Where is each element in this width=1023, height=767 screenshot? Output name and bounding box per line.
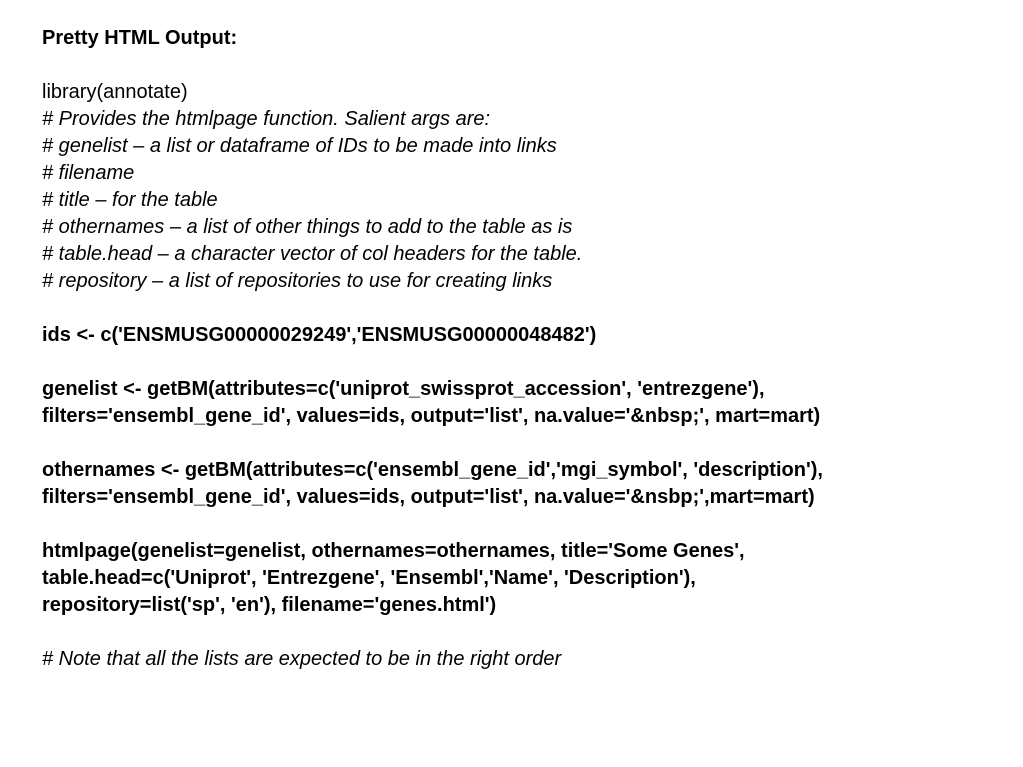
ids-line: ids <- c('ENSMUSG00000029249','ENSMUSG00000048482')	[42, 324, 597, 346]
comment-line: # filename	[42, 162, 135, 184]
comment-line: # title – for the table	[42, 189, 218, 211]
spacer	[42, 349, 1002, 376]
genelist-line: genelist <- getBM(attributes=c('uniprot_swissprot_accession', 'entrezgene'),	[42, 378, 765, 400]
spacer	[42, 511, 1002, 538]
slide-title: Pretty HTML Output:	[42, 27, 238, 49]
htmlpage-line: repository=list('sp', 'en'), filename='genes.html')	[42, 594, 497, 616]
spacer	[42, 52, 1002, 79]
library-line: library(annotate)	[42, 81, 188, 103]
spacer	[42, 619, 1002, 646]
comment-line: # table.head – a character vector of col headers for the table.	[42, 243, 583, 265]
spacer	[42, 295, 1002, 322]
htmlpage-line: htmlpage(genelist=genelist, othernames=othernames, title='Some Genes',	[42, 540, 745, 562]
slide-content	[42, 25, 1002, 673]
comment-line: # Provides the htmlpage function. Salient args are:	[42, 108, 491, 130]
note-line: # Note that all the lists are expected to be in the right order	[42, 648, 562, 670]
comment-line: # repository – a list of repositories to use for creating links	[42, 270, 553, 292]
comment-line: # othernames – a list of other things to add to the table as is	[42, 216, 573, 238]
comment-line: # genelist – a list or dataframe of IDs to be made into links	[42, 135, 557, 157]
othernames-line: othernames <- getBM(attributes=c('ensembl_gene_id','mgi_symbol', 'description'),	[42, 459, 823, 481]
genelist-line: filters='ensembl_gene_id', values=ids, output='list', na.value='&nbsp;', mart=mart)	[42, 405, 821, 427]
spacer	[42, 430, 1002, 457]
htmlpage-line: table.head=c('Uniprot', 'Entrezgene', 'Ensembl','Name', 'Description'),	[42, 567, 696, 589]
othernames-line: filters='ensembl_gene_id', values=ids, output='list', na.value='&nsbp;',mart=mart)	[42, 486, 815, 508]
